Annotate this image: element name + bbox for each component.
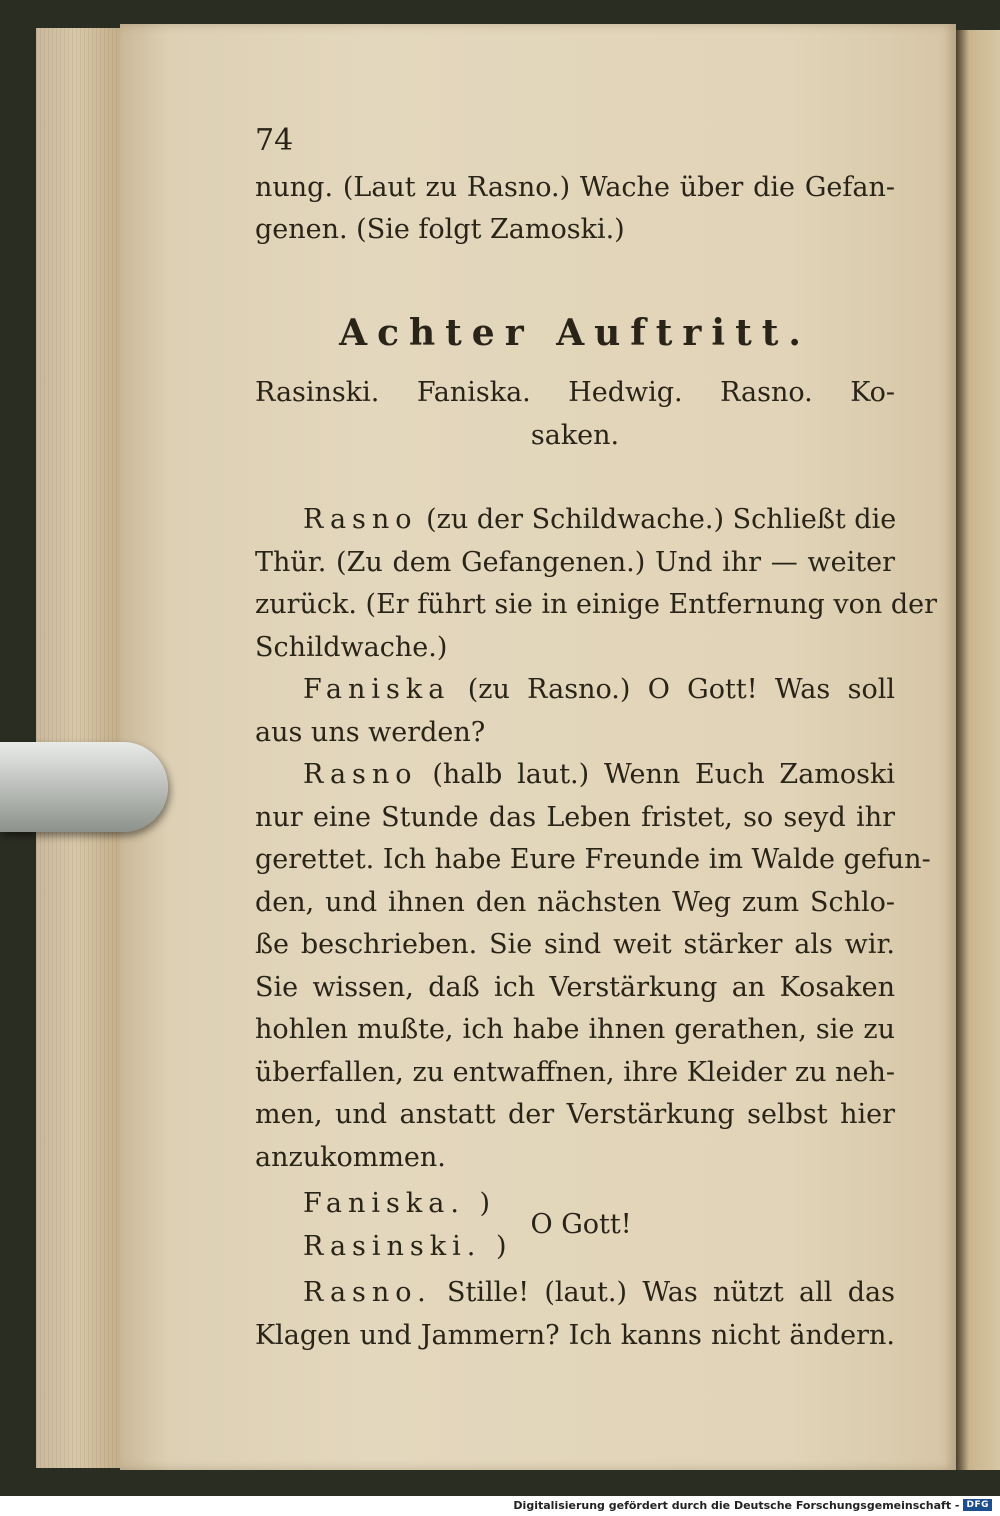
text-line: nung. (Laut zu Rasno.) Wache über die Gefan- (255, 171, 895, 203)
dialogue-line: den, und ihnen den nächsten Weg zum Schlo- (255, 886, 895, 918)
dialogue-line: Rasno. Stille! (laut.) Was nützt all das (303, 1277, 895, 1308)
dialogue-line: nur eine Stunde das Leben fristet, so seyd ihr (255, 801, 895, 833)
page-number: 74 (255, 123, 294, 158)
speaker-name: Faniska. ) (303, 1188, 497, 1219)
dialogue-line: Sie wissen, daß ich Verstärkung an Kosaken (255, 971, 895, 1003)
dialogue-line: anzukommen. (255, 1141, 446, 1173)
dialogue-line: Faniska (zu Rasno.) O Gott! Was soll (303, 674, 895, 705)
dfg-logo: DFG (963, 1499, 992, 1511)
text-line: genen. (Sie folgt Zamoski.) (255, 214, 625, 245)
cast-name: Hedwig. (568, 377, 683, 408)
speaker-name: Rasno. (303, 1277, 432, 1308)
speaker-name: Rasno (303, 504, 418, 535)
dialogue-line: Rasno (zu der Schildwache.) Schließt die (303, 504, 897, 535)
page-text (255, 120, 938, 1357)
dialogue-line: Rasno (halb laut.) Wenn Euch Zamoski (303, 759, 895, 790)
dialogue-line: überfallen, zu entwaffnen, ihre Kleider zu neh- (255, 1056, 895, 1088)
joint-speech (255, 1183, 895, 1268)
cast-name: saken. (530, 419, 620, 451)
dialogue-line: men, und anstatt der Verstärkung selbst hier (255, 1099, 895, 1130)
speaker-name: Faniska (303, 674, 451, 705)
dialogue-line: Schildwache.) (255, 631, 448, 663)
dialogue-line: hohlen mußte, ich habe ihnen gerathen, sie zu (255, 1014, 895, 1045)
facing-page-edge (956, 30, 1000, 1470)
dialogue-line: Klagen und Jammern? Ich kanns nicht ändern. (255, 1319, 895, 1351)
cast-name: Ko- (850, 377, 896, 408)
cast-name: Faniska. (416, 377, 531, 408)
dialogue-line: zurück. (Er führt sie in einige Entfernung von der (255, 589, 938, 620)
exclamation: O Gott! (530, 1209, 632, 1241)
scene-heading: Achter Auftritt. (339, 311, 811, 354)
dialogue-line: aus uns werden? (255, 716, 486, 748)
credit-text: Digitalisierung gefördert durch die Deutsche Forschungsgemeinschaft - (513, 1498, 960, 1512)
dialogue-line: gerettet. Ich habe Eure Freunde im Walde gefun- (255, 844, 931, 875)
dialogue-line: ße beschrieben. Sie sind weit stärker als wir. (255, 929, 895, 960)
speaker-name: Rasno (303, 759, 418, 790)
page-holder-clip (0, 742, 168, 832)
speaker-name: Rasinski. ) (303, 1230, 513, 1262)
cast-name: Rasinski. (255, 377, 380, 408)
digitization-credit (513, 1496, 992, 1514)
cast-list (255, 372, 895, 415)
dialogue-line: Thür. (Zu dem Gefangenen.) Und ihr — weiter (255, 546, 895, 578)
cast-name: Rasno. (720, 377, 813, 408)
